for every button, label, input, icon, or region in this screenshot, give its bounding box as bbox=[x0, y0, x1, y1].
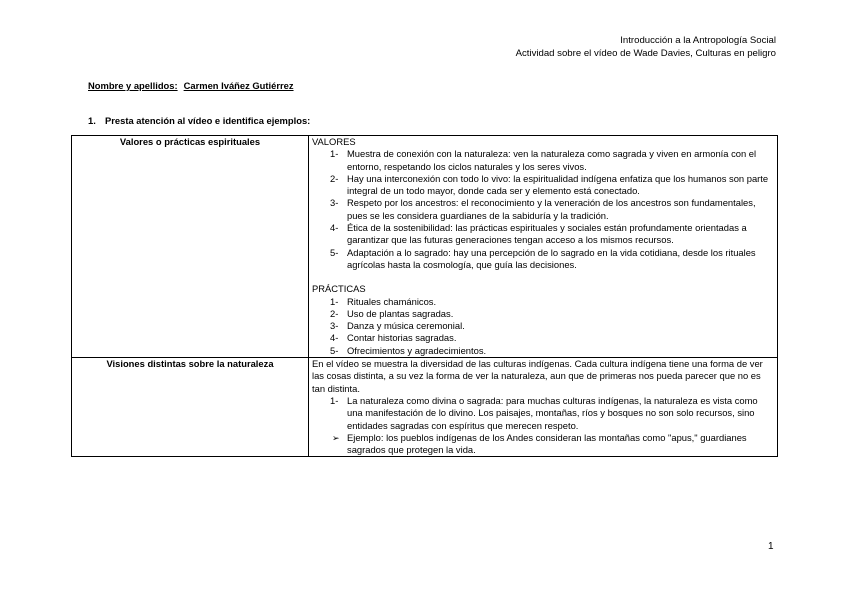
values-title: VALORES bbox=[312, 136, 356, 147]
list-item-text: Muestra de conexión con la naturaleza: ven la naturaleza como sagrada y viven en armonía con el entorno, respetando los ciclos naturales y los seres vivos. bbox=[347, 148, 757, 172]
student-name-label: Nombre y apellidos: bbox=[88, 80, 178, 91]
answers-table bbox=[71, 135, 778, 457]
list-marker: 1- bbox=[330, 148, 339, 160]
row-content-nature bbox=[309, 358, 778, 457]
page-header bbox=[516, 35, 776, 60]
list-item bbox=[312, 345, 774, 357]
list-item bbox=[312, 395, 774, 432]
list-item bbox=[312, 173, 774, 198]
table-row-nature bbox=[72, 358, 778, 457]
list-marker: 2- bbox=[330, 307, 339, 319]
list-marker: 4- bbox=[330, 332, 339, 344]
row-content-spiritual bbox=[309, 136, 778, 358]
list-item bbox=[312, 148, 774, 173]
row-label-nature: Visiones distintas sobre la naturaleza bbox=[72, 358, 309, 457]
spacer bbox=[312, 271, 774, 283]
list-item-text: Ofrecimientos y agradecimientos. bbox=[347, 344, 487, 356]
list-marker: 5- bbox=[330, 344, 339, 356]
list-item-text: Ética de la sostenibilidad: las prácticas espirituales y sociales están profundamente orientadas a garantizar que las futuras generaciones tengan acceso a los mismos recursos. bbox=[347, 222, 747, 246]
list-item-text: Uso de plantas sagradas. bbox=[347, 307, 454, 319]
list-marker: 3- bbox=[330, 197, 339, 209]
student-name-line bbox=[88, 80, 294, 91]
list-item bbox=[312, 308, 774, 320]
table-row-spiritual bbox=[72, 136, 778, 358]
list-item-text: Rituales chamánicos. bbox=[347, 295, 437, 307]
list-marker: 2- bbox=[330, 172, 339, 184]
header-activity-title: Actividad sobre el vídeo de Wade Davies, Culturas en peligro bbox=[515, 47, 776, 59]
row-label-spiritual: Valores o prácticas espirituales bbox=[72, 136, 309, 358]
list-item-text: Contar historias sagradas. bbox=[347, 332, 457, 344]
list-marker: 4- bbox=[330, 222, 339, 234]
nature-list bbox=[312, 395, 774, 432]
list-item-text: La naturaleza como divina o sagrada: para muchas culturas indígenas, la naturaleza es vista como una manifestación de lo divino. Los paisajes, montañas, ríos y bosques no son solo recursos, sino entidades sagradas con espíritus que merecen respeto. bbox=[347, 394, 758, 431]
student-name-value: Carmen Iváñez Gutiérrez bbox=[183, 80, 294, 91]
list-item bbox=[312, 432, 774, 457]
list-item bbox=[312, 247, 774, 272]
list-marker: 1- bbox=[330, 295, 339, 307]
list-item bbox=[312, 332, 774, 344]
list-item-text: Respeto por los ancestros: el reconocimiento y la veneración de los ancestros son fundamentales, pues se les considera guardianes de la sabiduría y la tradición. bbox=[347, 197, 756, 221]
nature-intro: En el vídeo se muestra la diversidad de las culturas indígenas. Cada cultura indígena tiene una forma de ver las cosas distinta, a su vez la forma de ver la naturaleza, aun que de primeras nos pueda parecer que no es tan distinta. bbox=[312, 358, 763, 394]
list-item bbox=[312, 320, 774, 332]
list-item bbox=[312, 296, 774, 308]
values-list bbox=[312, 148, 774, 271]
example-text: Ejemplo: los pueblos indígenas de los Andes consideran las montañas como "apus," guardianes sagrados que protegen la vida. bbox=[347, 431, 747, 456]
question-text: Presta atención al vídeo e identifica ejemplos: bbox=[105, 115, 311, 126]
list-item-text: Adaptación a lo sagrado: hay una percepción de lo sagrado en la vida cotidiana, desde los rituales agrícolas hasta la cosmología, que guía las decisiones. bbox=[347, 246, 756, 270]
list-marker: 3- bbox=[330, 320, 339, 332]
example-list bbox=[312, 432, 774, 457]
list-marker: 1- bbox=[330, 394, 339, 406]
arrow-bullet-icon: ➢ bbox=[332, 432, 340, 443]
page-number: 1 bbox=[768, 541, 774, 552]
practices-title: PRÁCTICAS bbox=[312, 283, 366, 295]
practices-list bbox=[312, 296, 774, 357]
header-course-title: Introducción a la Antropología Social bbox=[620, 35, 776, 46]
question-heading bbox=[88, 115, 310, 126]
list-item bbox=[312, 197, 774, 222]
list-item-text: Hay una interconexión con todo lo vivo: la espiritualidad indígena enfatiza que los humanos son parte integral de un todo mayor, donde cada ser y elemento está conectado. bbox=[347, 172, 769, 197]
list-marker: 5- bbox=[330, 246, 339, 258]
list-item bbox=[312, 222, 774, 247]
question-number: 1. bbox=[88, 115, 96, 126]
list-item-text: Danza y música ceremonial. bbox=[347, 320, 465, 332]
